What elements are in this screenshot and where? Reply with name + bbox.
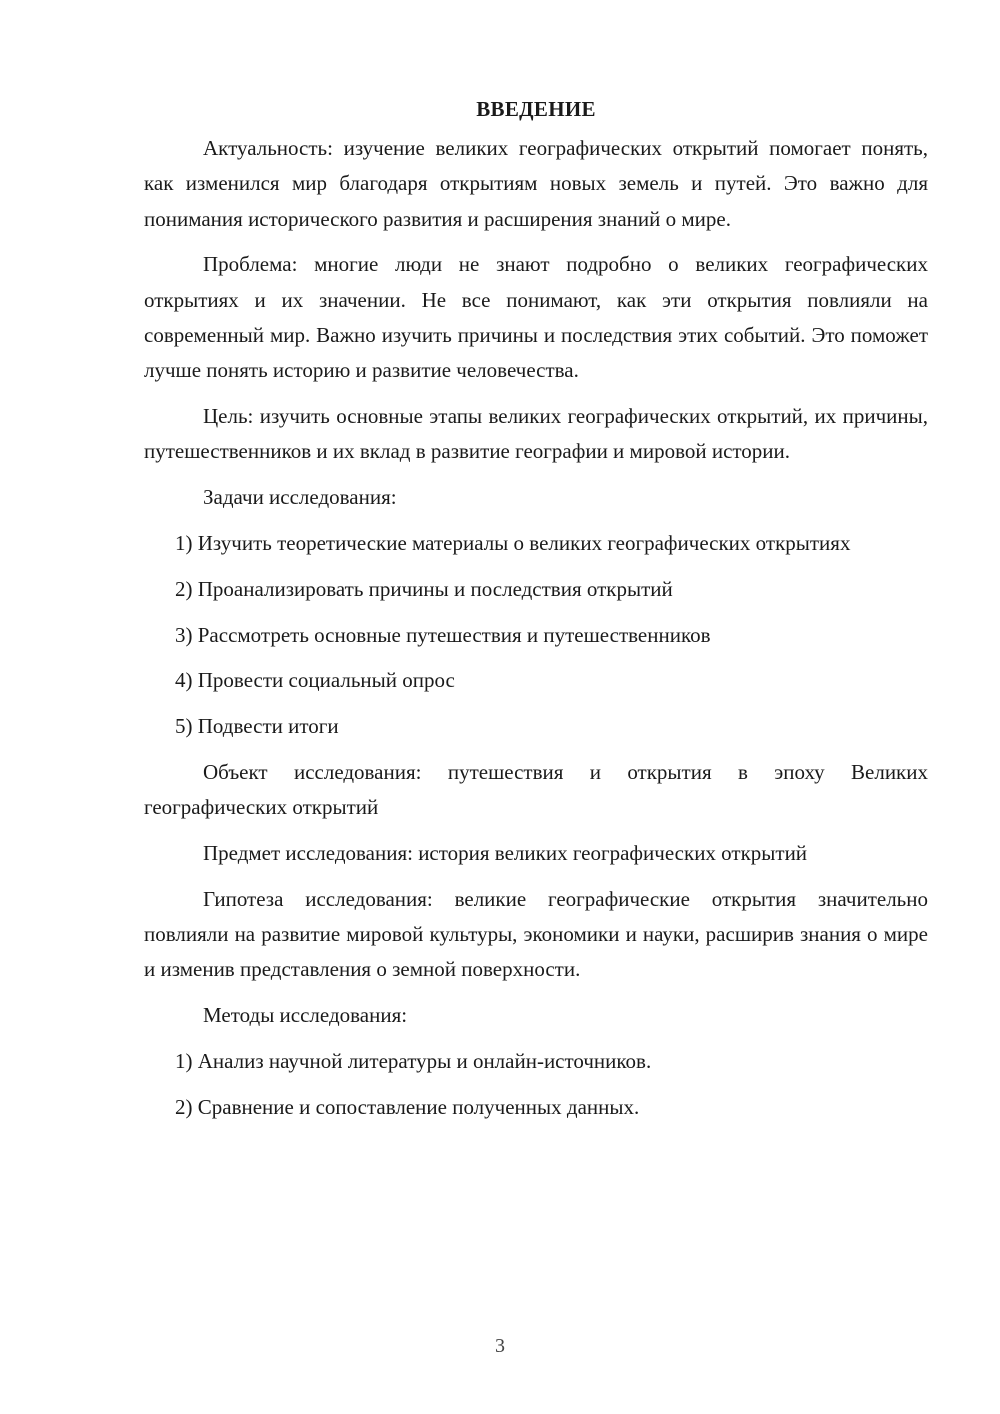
task-item-1: 1) Изучить теоретические материалы о великих географических открытиях [175, 530, 851, 555]
subject-paragraph: Предмет исследования: история великих географических открытий [203, 841, 808, 866]
section-heading: ВВЕДЕНИЕ [476, 97, 596, 121]
document-page [144, 92, 928, 1125]
object-paragraph: Объект исследования: путешествия и открытия в эпоху Великих географических открытий [144, 759, 928, 820]
task-item-5: 5) Подвести итоги [175, 714, 339, 739]
method-item-1: 1) Анализ научной литературы и онлайн-источников. [175, 1049, 652, 1074]
tasks-title: Задачи исследования: [203, 485, 397, 510]
task-item-4: 4) Провести социальный опрос [175, 668, 455, 693]
methods-title: Методы исследования: [203, 1003, 408, 1028]
task-item-3: 3) Рассмотреть основные путешествия и путешественников [175, 622, 711, 647]
method-item-2: 2) Сравнение и сопоставление полученных данных. [175, 1094, 640, 1119]
page-number: 3 [495, 1335, 505, 1357]
task-item-2: 2) Проанализировать причины и последствия открытий [175, 576, 673, 601]
goal-paragraph: Цель: изучить основные этапы великих географических открытий, их причины, путешественников и их вклад в развитие географии и мировой истории. [144, 404, 928, 464]
relevance-paragraph: Актуальность: изучение великих географических открытий помогает понять, как изменился мир благодаря открытиям новых земель и путей. Это важно для понимания исторического развития и расширения знаний о мире. [144, 136, 928, 231]
problem-paragraph: Проблема: многие люди не знают подробно о великих географических открытиях и их значении. Не все понимают, как эти открытия повлияли на современный мир. Важно изучить причины и последствия этих событий. Это поможет лучше понять историю и развитие человечества. [144, 252, 928, 383]
hypothesis-paragraph: Гипотеза исследования: великие географические открытия значительно повлияли на развитие мировой культуры, экономики и науки, расширив знания о мире и изменив представления о земной поверхности. [144, 886, 928, 982]
